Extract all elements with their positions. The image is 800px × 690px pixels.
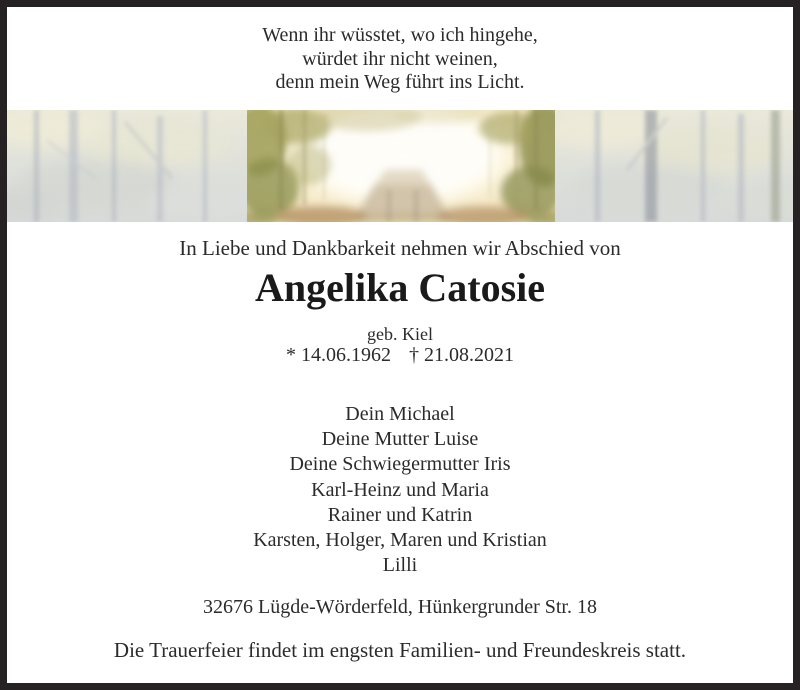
life-dates — [0, 344, 800, 367]
birth-name: geb. Kiel — [367, 324, 433, 344]
birth-date: * 14.06.1962 — [286, 344, 391, 366]
death-date: † 21.08.2021 — [409, 344, 514, 366]
mourner-line: Deine Schwiegermutter Iris — [289, 453, 511, 476]
poem — [0, 24, 800, 95]
poem-line: würdet ihr nicht weinen, — [302, 47, 498, 70]
poem-line: Wenn ihr wüsstet, wo ich hingehe, — [262, 24, 538, 46]
intro-line: In Liebe und Dankbarkeit nehmen wir Abschied von — [179, 236, 621, 260]
deceased-name: Angelika Catosie — [255, 265, 545, 310]
address-line: 32676 Lügde-Wörderfeld, Hünkergrunder Str. 18 — [203, 596, 597, 618]
mourners-list — [0, 402, 800, 578]
mourner-line: Lilli — [382, 554, 418, 577]
mourner-line: Rainer und Katrin — [327, 503, 473, 526]
poem-line: denn mein Weg führt ins Licht. — [275, 71, 525, 93]
forest-path-illustration — [7, 110, 793, 222]
closing-line: Die Trauerfeier findet im engsten Familien- und Freundeskreis statt. — [113, 638, 687, 662]
mourner-line: Karl-Heinz und Maria — [311, 478, 489, 501]
mourner-line: Karsten, Holger, Maren und Kristian — [253, 529, 547, 552]
mourner-line: Deine Mutter Luise — [321, 428, 479, 451]
forest-banner-image — [7, 110, 793, 222]
mourner-line: Dein Michael — [345, 403, 455, 425]
